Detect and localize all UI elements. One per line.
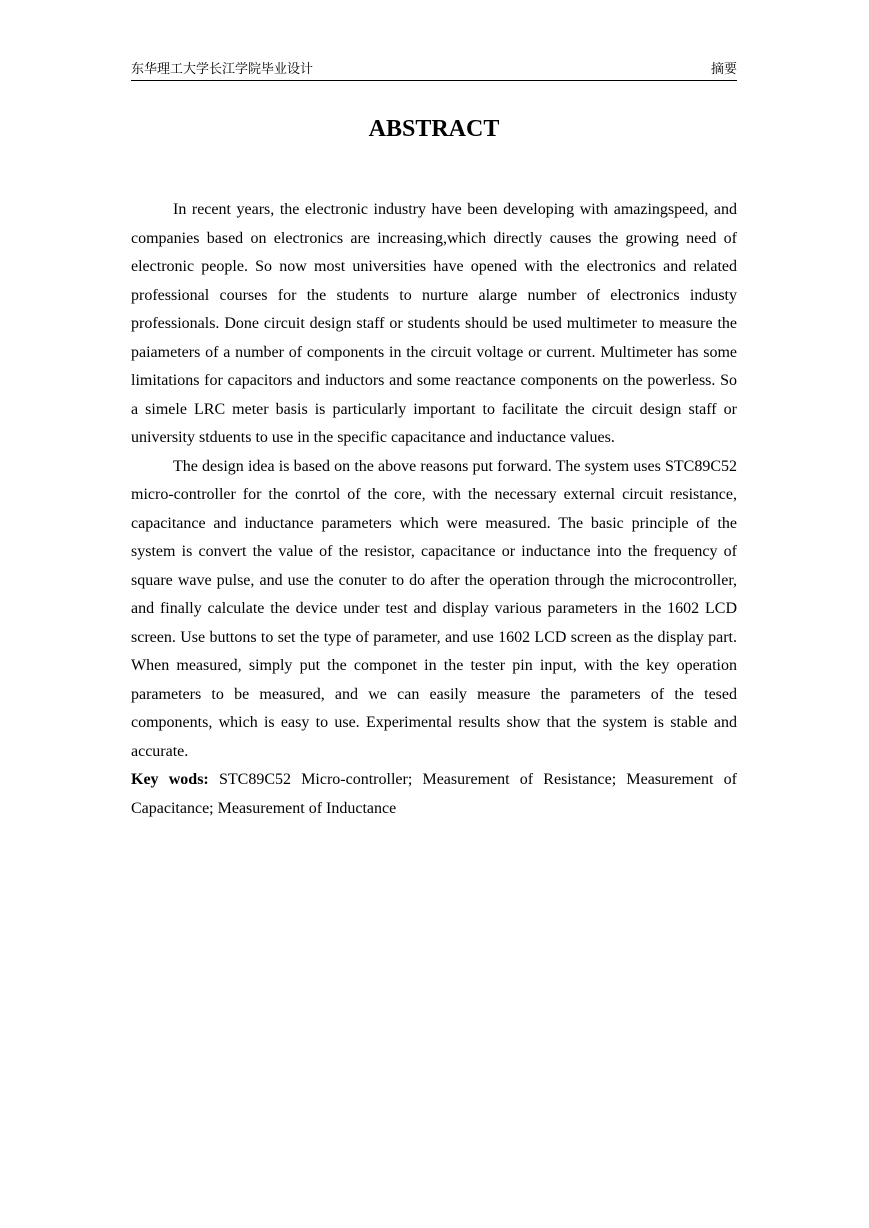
abstract-paragraph-1: In recent years, the electronic industry have been developing with amazingspeed, and companies based on electronics are increasing,which directly causes the growing need of electronic people. So now most universities have opened with the electronics and related professional courses for the students to nurture alarge number of electronics industy professionals. Done circuit design staff or students should be used multimeter to measure the paiameters of a number of components in the circuit voltage or current. Multimeter has some limitations for capacitors and inductors and some reactance components on the powerless. So a simele LRC meter basis is particularly important to facilitate the circuit design staff or university stduents to use in the specific capacitance and inductance values. <box>131 201 737 446</box>
abstract-paragraph-2: The design idea is based on the above reasons put forward. The system uses STC89C52 micro-controller for the conrtol of the core, with the necessary external circuit resistance, capacitance and inductance parameters which were measured. The basic principle of the system is convert the value of the resistor, capacitance or inductance into the frequency of square wave pulse, and use the conuter to do after the operation through the microcontroller, and finally calculate the device under test and display various parameters in the 1602 LCD screen. Use buttons to set the type of parameter, and use 1602 LCD screen as the display part. When measured, simply put the componet in the tester pin input, with the key operation parameters to be measured, and we can easily measure the parameters of the tesed components, which is easy to use. Experimental results show that the system is stable and accurate. <box>131 457 737 760</box>
abstract-body <box>131 196 737 823</box>
page-header <box>131 58 737 81</box>
header-section: 摘要 <box>710 61 737 76</box>
keywords-label: Key wods: <box>131 771 209 788</box>
page-title: ABSTRACT <box>368 116 500 142</box>
keywords-text: STC89C52 Micro-controller; Measurement of Resistance; Measurement of Capacitance; Measurement of Inductance <box>131 771 737 817</box>
keywords-line <box>131 766 737 823</box>
header-institution: 东华理工大学长江学院毕业设计 <box>131 61 314 76</box>
